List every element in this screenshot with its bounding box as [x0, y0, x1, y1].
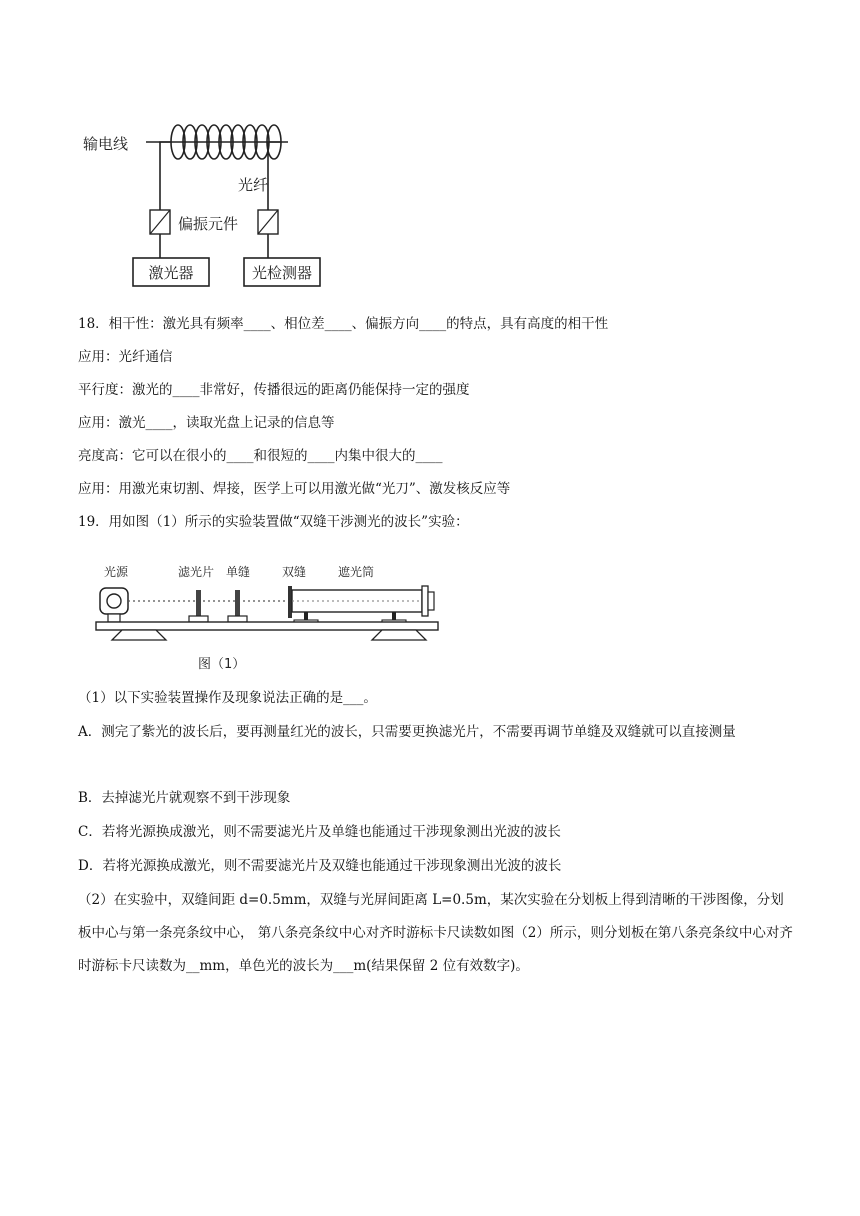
fiber-left: [160, 142, 171, 210]
power-line-label: 输电线: [83, 135, 129, 153]
q19-option-a: A．测完了紫光的波长后，要再测量红光的波长，只需要更换滤光片，不需要再调节单缝及双缝就可以直接测量: [78, 724, 736, 740]
q19-option-d: D．若将光源换成激光，则不需要滤光片及双缝也能通过干涉现象测出光波的波长: [78, 858, 562, 874]
figure-1-caption: 图（1）: [198, 657, 246, 672]
single-slit-label: 单缝: [226, 565, 251, 579]
source-label: 光源: [104, 565, 129, 579]
q19-option-b: B．去掉滤光片就观察不到干涉现象: [78, 790, 291, 806]
tube-label: 遮光筒: [338, 565, 375, 579]
detector-label: 光检测器: [251, 264, 313, 282]
q19-part2: （2）在实验中，双缝间距 d=0.5mm，双缝与光屏间距离 L=0.5m，某次实验在分划板上得到清晰的干涉图像，分划板中心与第一条亮条纹中心， 第八条亮条纹中心对齐时游标卡尺读数如图（2）所示，则分划板在第八条亮条纹中心对齐时游标卡尺读数为__mm，单色光的波长为___m(结果保留 2 位有效数字)。: [78, 892, 793, 974]
polarizer-label: 偏振元件: [178, 215, 239, 233]
q19-part1: （1）以下实验装置操作及现象说法正确的是___。: [78, 690, 377, 706]
laser-label: 激光器: [148, 264, 194, 282]
q18-line-6: 应用：用激光束切割、焊接，医学上可以用激光做“光刀”、激发核反应等: [78, 481, 511, 497]
filter-label: 滤光片: [178, 565, 215, 579]
q19-intro: 19．用如图（1）所示的实验装置做“双缝干涉测光的波长”实验：: [78, 514, 469, 530]
q18-line-2: 应用：光纤通信: [78, 349, 173, 365]
double-slit-label: 双缝: [282, 565, 307, 579]
q18-line-1: 18．相干性：激光具有频率____、相位差____、偏振方向____的特点，具有高度的相干性: [78, 316, 609, 332]
fiber-label: 光纤: [238, 176, 269, 194]
light-source: [100, 588, 128, 614]
filter: [196, 590, 201, 616]
optical-rail: [96, 622, 438, 630]
single-slit: [235, 590, 240, 616]
q19-option-c: C．若将光源换成激光，则不需要滤光片及单缝也能通过干涉现象测出光波的波长: [78, 824, 561, 840]
polarization-sensor-figure: [78, 110, 338, 290]
q18-line-5: 亮度高：它可以在很小的____和很短的____内集中很大的____: [78, 448, 443, 464]
double-slit-apparatus-figure: [92, 560, 444, 674]
q18-line-3: 平行度：激光的____非常好，传播很远的距离仍能保持一定的强度: [78, 382, 470, 398]
q18-line-4: 应用：激光____，读取光盘上记录的信息等: [78, 415, 335, 431]
